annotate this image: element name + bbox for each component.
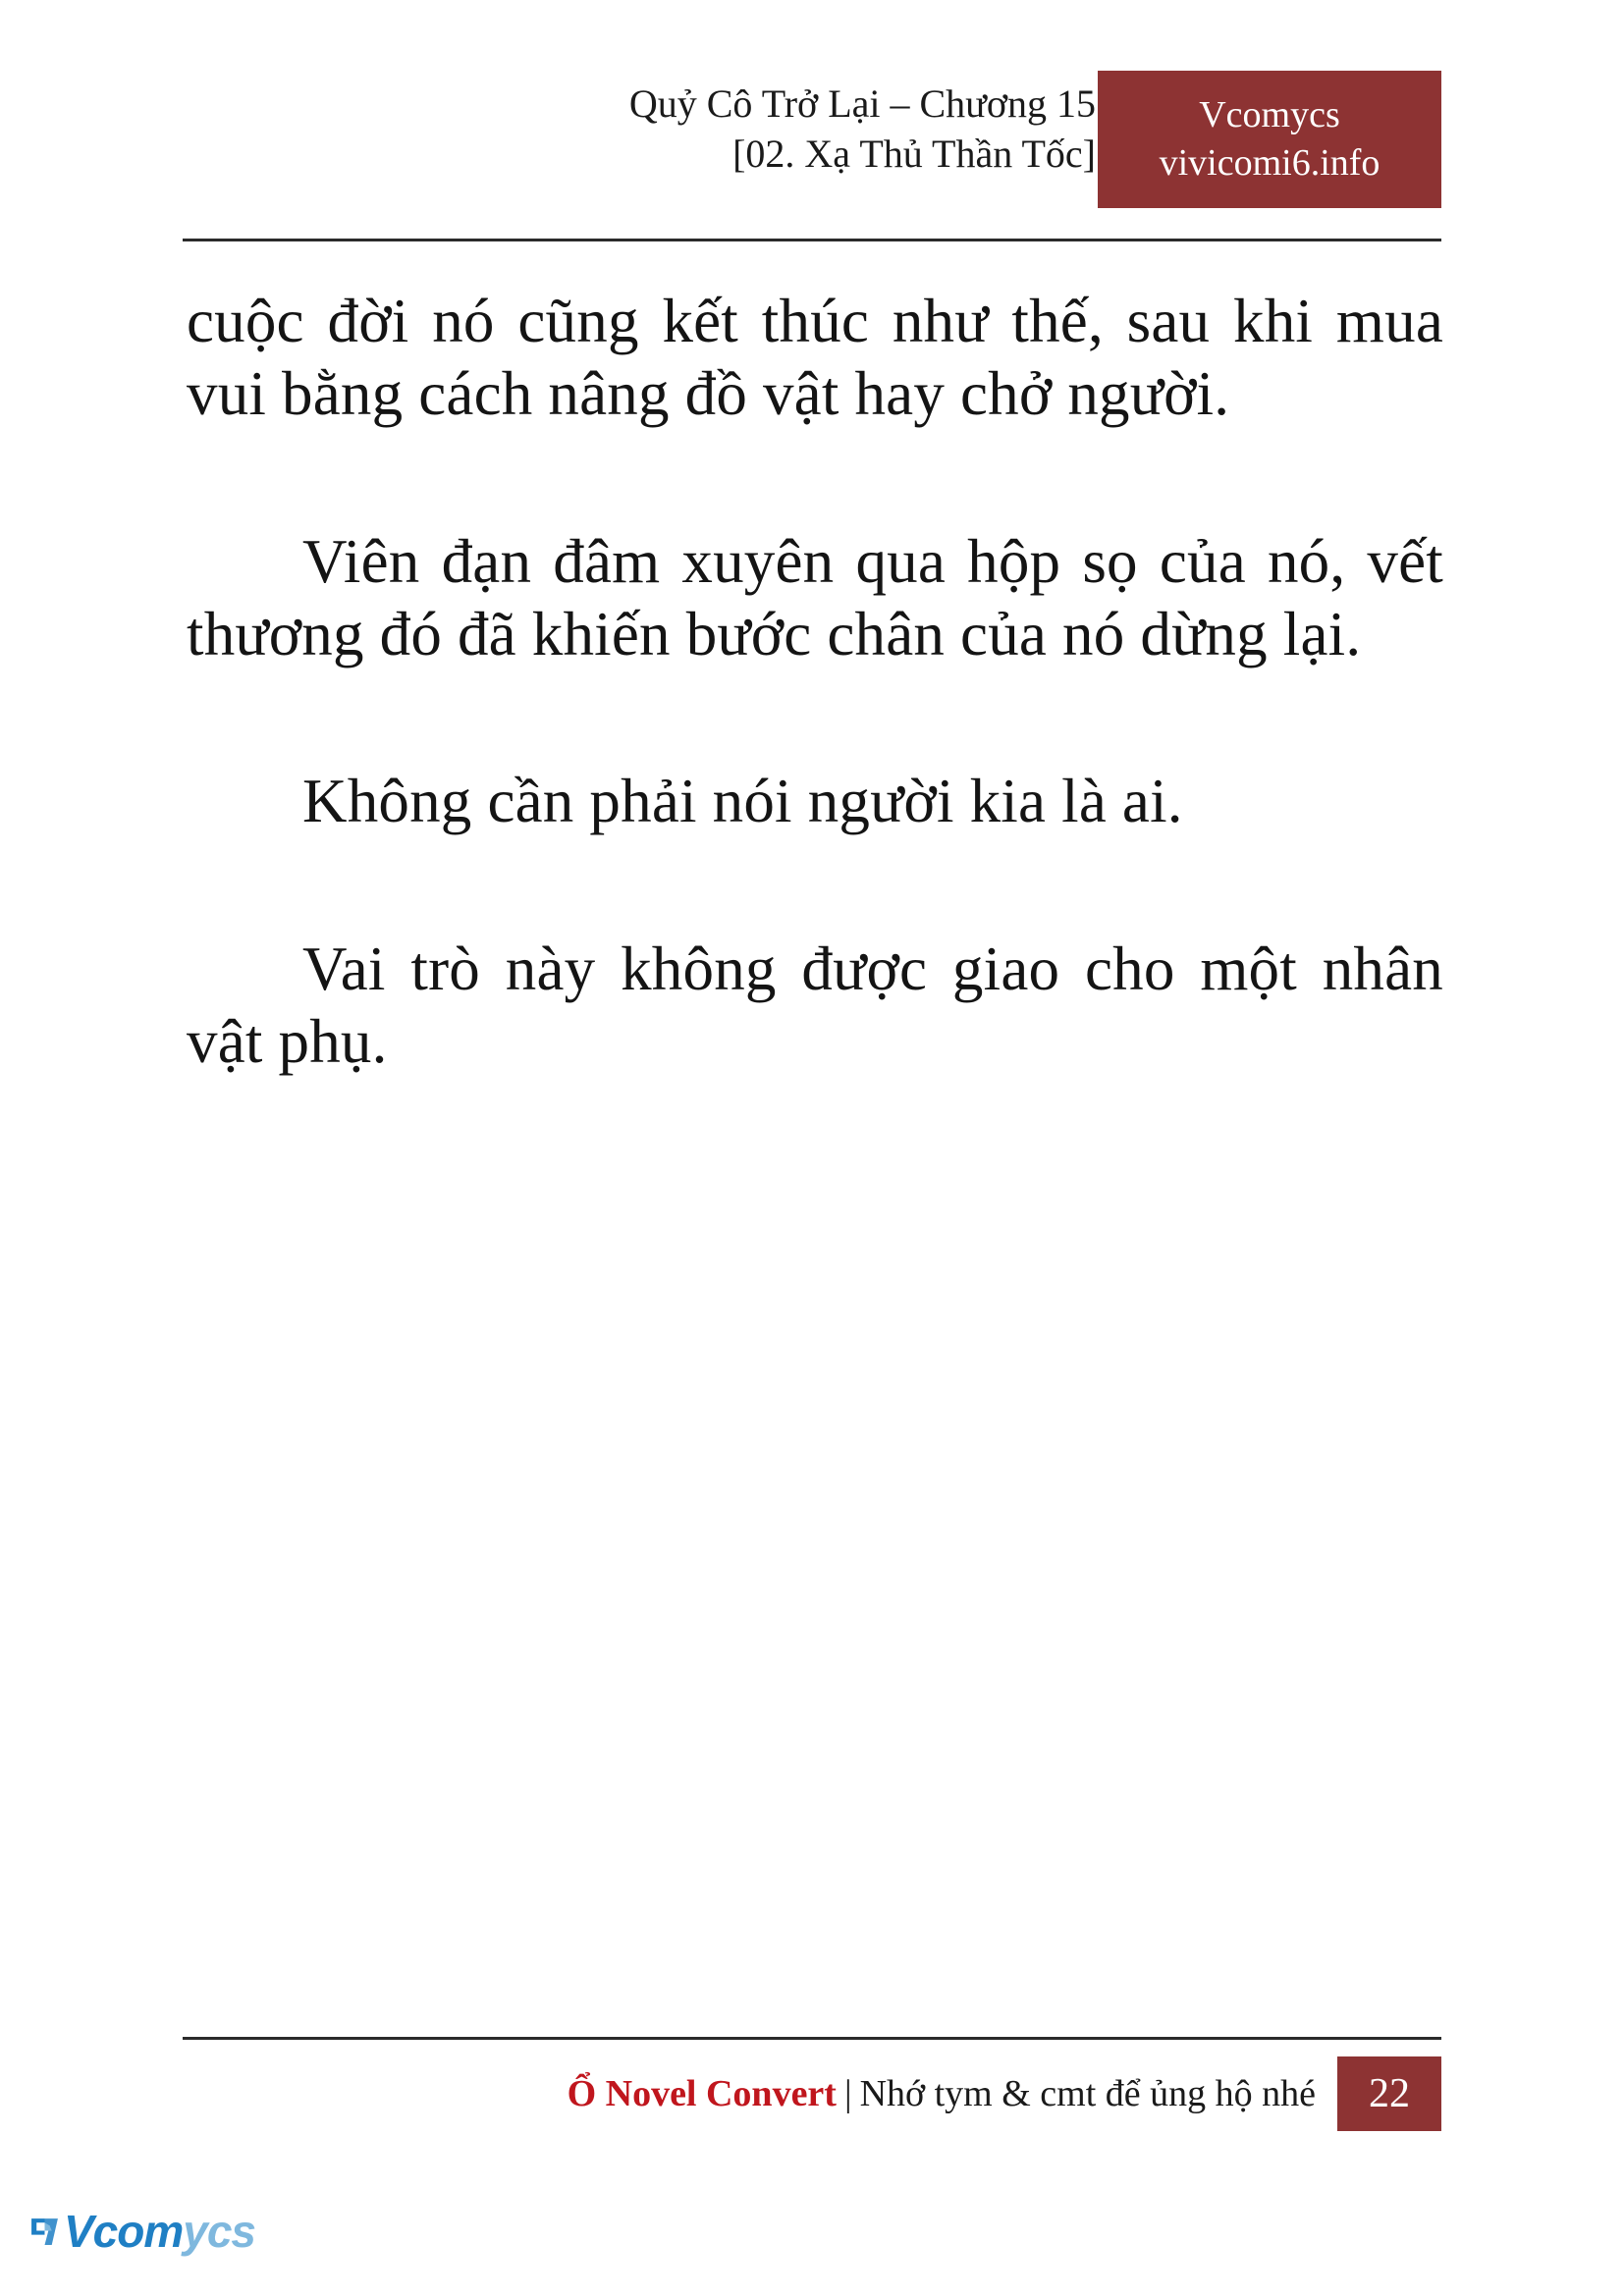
header-title-line-2: [02. Xạ Thủ Thần Tốc]	[732, 132, 1096, 177]
watermark-text-secondary: ycs	[183, 2206, 255, 2257]
vcomycs-logo-icon	[29, 2201, 60, 2262]
footer-divider	[183, 2037, 1441, 2040]
footer-brand: Ổ Novel Convert	[567, 2073, 837, 2114]
paragraph: Viên đạn đâm xuyên qua hộp sọ của nó, vết thương đó đã khiến bước chân của nó dừng lại.	[187, 526, 1443, 668]
footer-separator: |	[843, 2073, 852, 2114]
paragraph: Không cần phải nói người kia là ai.	[302, 767, 1183, 836]
footer-note: Nhớ tym & cmt để ủng hộ nhé	[859, 2073, 1316, 2114]
site-badge	[1098, 71, 1441, 208]
watermark-text	[64, 2205, 255, 2258]
paragraph: cuộc đời nó cũng kết thúc như thế, sau khi mua vui bằng cách nâng đồ vật hay chở người.	[187, 287, 1443, 429]
header-title-line-1: Quỷ Cô Trở Lại – Chương 15	[628, 81, 1096, 126]
page-content	[187, 285, 1443, 1078]
page-footer	[183, 2056, 1441, 2135]
paragraph: Vai trò này không được giao cho một nhân vật phụ.	[187, 934, 1443, 1076]
page-number-badge: 22	[1337, 2056, 1441, 2131]
header-title-block	[629, 79, 1096, 179]
site-badge-url: vivicomi6.info	[1159, 142, 1380, 184]
watermark-text-primary: Vcom	[63, 2206, 184, 2257]
site-badge-brand: Vcomycs	[1199, 93, 1340, 135]
footer-credit	[568, 2056, 1337, 2131]
header-divider	[183, 239, 1441, 241]
footer-content	[568, 2056, 1441, 2131]
page-header	[183, 79, 1441, 226]
watermark-logo	[29, 2192, 255, 2270]
